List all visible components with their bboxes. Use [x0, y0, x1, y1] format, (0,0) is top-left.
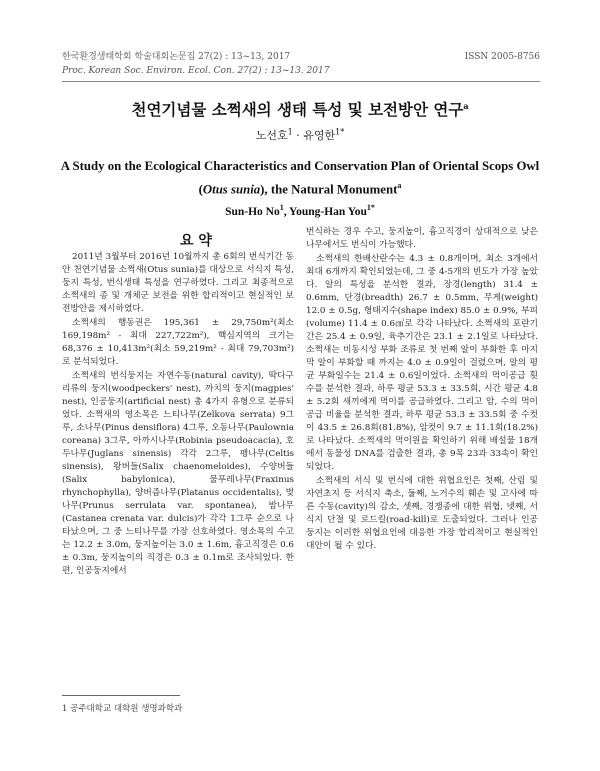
authors-korean: 노선호$^1$ · 유영한$^{1*}$ [255, 127, 345, 142]
footnote: 1 공주대학교 대학원 생명과학과 [62, 704, 183, 714]
right-column [306, 226, 538, 553]
title-english: A Study on the Ecological Characteristics and Conservation Plan of Oriental Scops Owl (Otus sunia), the Natural Monument$^a$ [60, 159, 540, 197]
right-paragraph-2: 소쩍새의 한배산란수는 4.3 ± 0.8개이며, 최소 3개에서 최대 6개까지 확인되었는데, 그 중 4-5개의 빈도가 가장 높았다. 알의 특성을 분석한 결과, 장경(length) 31.4 ± 0.6mm, 단경(breadth) 26.7 ± 0.5mm, 무게(weight) 12.0 ± 0.5g, 형태지수(shape index) 85.0 ± 0.9%, 부피(volume) 11.4 ± 0.6㎤로 각각 나타났다. 소쩍새의 포란기간은 25.4 ± 0.9일, 육추기간은 23.1 ± 2.1일로 나타났다. 소쩍새는 비동시성 부화 조류로 첫 번째 알이 부화한 후 마지막 알이 부화할 때 까지는 4.0 ± 0.9일이 걸렸으며, 알의 평균 부화일수는 21.4 ± 0.6일이었다. 소쩍새의 먹이공급 횟수를 분석한 결과, 하루 평균 53.3 ± 33.5회, 시간 평균 4.8 ± 5.2회 새끼에게 먹이를 공급하였다. 그리고 암, 수의 먹이공급 비율을 분석한 결과, 하루 평균 53.3 ± 33.5회 중 수컷이 43.5 ± 26.8회(81.8%), 암컷이 9.7 ± 11.1회(18.2%)로 나타났다. 소쩍새의 먹이원을 확인하기 위해 배설물 18개에서 동물성 DNA를 검출한 결과, 총 9목 23과 33속이 확인되었다. [306, 254, 538, 472]
footnote-rule [62, 695, 180, 696]
left-paragraph-1: 2011년 3월부터 2016년 10월까지 총 6회의 번식기간 동안 천연기념물 소쩍새(Otus sunia)를 대상으로 서식지 특성, 둥지 특성, 번식생태 특성을 연구하였다. 그리고 최종적으로 소쩍새의 종 및 개체군 보전을 위한 합리적이고 현실적인 보전방안을 제시하였다. [62, 252, 294, 314]
issn: ISSN 2005-8756 [464, 52, 540, 62]
authors-english: Sun-Ho No$^1$, Young-Han You$^{1*}$ [225, 203, 375, 218]
title-korean: 천연기념물 소쩍새의 생태 특성 및 보전방안 연구$^a$ [131, 100, 469, 119]
left-paragraph-3: 소쩍새의 번식둥지는 자연수동(natural cavity), 딱다구리류의 둥지(woodpeckers' nest), 까치의 둥지(magpies' nest), 인공둥지(artificial nest) 총 4가지 유형으로 분류되었다. 소쩍새의 영소목은 느티나무(Zelkova serrata) 9그루, 소나무(Pinus densiflora) 4그루, 오동나무(Paulownia coreana) 3그루, 아까시나무(Robinia pseudoacacia), 호두나무(Juglans sinensis) 각각 2그루, 팽나무(Celtis sinensis), 왕버들(Salix chaenomeloides), 수양버들(Salix babylonica), 물푸레나무(Fraxinus rhynchophylla), 양버즘나무(Platanus occidentalis), 벚나무(Prunus serrulata var. spontanea), 밤나무(Castanea crenata var. dulcis)가 각각 1그루 순으로 나타났으며, 그 중 느티나무를 가장 선호하였다. 영소목의 수고는 12.2 ± 3.0m, 둥지높이는 3.0 ± 1.6m, 흉고직경은 0.6 ± 0.3m, 둥지높이의 직경은 0.3 ± 0.1m로 조사되었다. 한편, 인공둥지에서 [62, 371, 294, 576]
journal-header-ko: 한국환경생태학회 학술대회논문집 27(2) : 13~13, 2017 [62, 52, 291, 62]
journal-header-en: Proc. Korean Soc. Environ. Ecol. Con. 27(2) : 13~13. 2017 [62, 66, 330, 76]
left-paragraph-2: 소쩍새의 행동권은 195,361 ± 29,750m²(최소 169,198m² - 최대 227,722m²), 핵심지역의 크기는 68,376 ± 10,413m²(최소 59,219m² - 최대 79,703m²)로 분석되었다. [62, 318, 294, 367]
abstract-heading: 요 약 [180, 233, 212, 249]
header-rule [62, 81, 540, 82]
right-paragraph-3: 소쩍새의 서식 및 번식에 대한 위협요인은 첫째, 산림 및 자연초지 등 서식지 축소, 둘째, 노거수의 훼손 및 고사에 따른 수동(cavity)의 감소, 셋째, 경쟁종에 대한 위협, 넷째, 서식지 단절 및 로드킬(road-kill)로 도출되었다. 그러나 인공둥지는 이러한 위협요인에 대응한 가장 합리적이고 현실적인 대안이 될 수 있다. [306, 476, 538, 551]
right-paragraph-1: 번식하는 경우 수고, 둥지높이, 흉고직경이 상대적으로 낮은 나무에서도 번식이 가능했다. [306, 227, 538, 250]
left-column [62, 251, 294, 578]
